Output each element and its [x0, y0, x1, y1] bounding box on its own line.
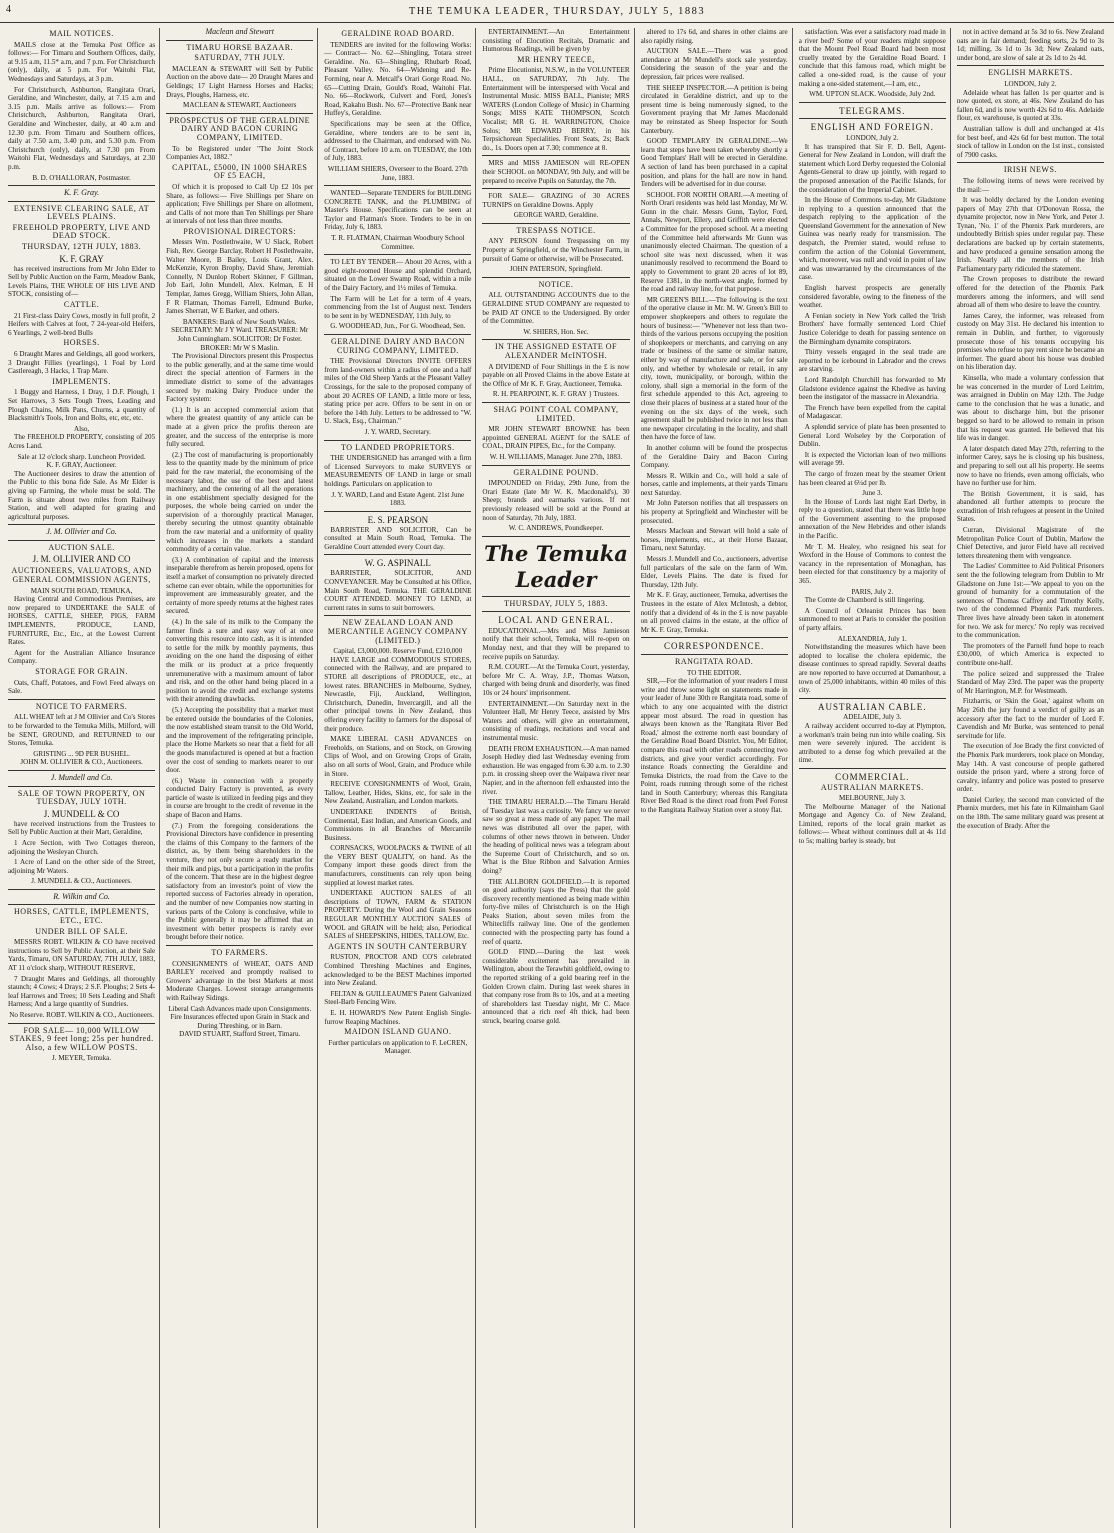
heading: THURSDAY, JULY 5, 1883. — [504, 598, 608, 608]
centered-line: MELBOURNE, July 3. — [838, 794, 906, 803]
advertiser-line: J. M. Ollivier and Co. — [46, 527, 117, 537]
centered-line: GRISTING ... 9D PER BUSHEL. — [33, 749, 130, 758]
column-3 — [324, 28, 476, 1528]
columns — [8, 28, 1108, 1528]
paragraph: WANTED—Separate TENDERS for BUILDING CONCRETE TANK, and the PLUMBING of Master's House. Specifications can be seen at Taylor and Flatman's Store. Tenders to be in on Friday, July 6, 1883. — [324, 189, 472, 232]
section-heading: COMMERCIAL. — [835, 771, 910, 782]
paragraph: In the House of Lords last night Earl Derby, in reply to a question, stated that there was little hope of the Government assenting to the proposed annexation of the New Hebrides and other islands in the Pacific. — [798, 497, 946, 541]
paragraph: English harvest prospects are generally considered favorable, owing to the fineness of the weather. — [798, 284, 946, 310]
paragraph: The following items of news were received by the mail:— — [956, 176, 1104, 194]
centered-line: J. MUNDELL & CO., Auctioneers. — [31, 877, 132, 886]
heading: MAIDON ISLAND GUANO. — [344, 1027, 452, 1037]
running-title: THE TEMUKA LEADER, THURSDAY, JULY 5, 1883 — [408, 5, 706, 17]
section-heading: LOCAL AND GENERAL. — [498, 615, 614, 626]
paragraph: not in active demand at 5s 3d to 6s. New Zealand oats are in fair demand; feeding sorts, 2s 9d to 3s 1d; milling, 3s 1d to 3s 3d; New Zealand oats, under bond, are slow of sale at 2s 1d to 2s 4d. — [956, 28, 1104, 62]
paragraph: A railway accident occurred to-day at Plympton, a workman's train being run into while coaling. Six men were severely injured. The accident is attributed to a dense fog which prevailed at the time. — [798, 721, 946, 765]
paragraph: THE SHEEP INSPECTOR.—A petition is being circulated in Geraldine district, and up to the present time is being numerously signed, to the Government praying that Mr James Macdonald may be reinstated as Sheep Inspector for South Canterbury. — [640, 83, 788, 135]
centered-line: Fire Insurances effected upon Grain in Stack and During Threshing, or in Barn. — [170, 1013, 310, 1030]
paragraph: A DIVIDEND of Four Shillings in the £ is now payable on all Proved Claims in the above Estate at the Office of Mr K. F. Gray, Auctioneer, Temuka. — [482, 362, 630, 388]
heading: MR HENRY TEECE, — [517, 54, 595, 64]
paragraph: Messrs Wm. Postlethwaite, W U Slack, Robert Fish, Rev. George Barclay, Robert H Postlethwaite, Walter Moore, B Bailey, Louis Grant, Alex. McKenzie, Kyron Brophy, David Shaw, Jeremiah Connelly, N Dunlop Robert Skinner, F Gillman, Job Earl, John Mundell, Alex. Kelman, E H Templar, James Gregg, William Shiers, John Allan, F R Flatman, Thomas Farrell, Edmund Burke, James Sherratt, W E Barker, and others. — [166, 238, 314, 316]
column-rule — [324, 334, 471, 335]
paragraph: (4.) In the sale of its milk to the Company the farmer finds a sure and easy way of at once converting this resource into cash, as it is intended to settle for the milk by monthly payments, thus avoiding on the one hand the disposing of either the milk or its product at a price frequently unremunerative with a maximum amount of labor and risk, and on the other hand being placed in a position to avoid the credit and exchange systems with their attending drawbacks. — [166, 618, 314, 704]
column-rule — [641, 654, 788, 655]
paragraph: The Melbourne Manager of the National Mortgage and Agency Co. of New Zealand, Limited, reports of the local grain market as follows:— Wheat without continues dull at 4s 11d to 5s; malting barley is steady, but — [798, 802, 946, 846]
paragraph: have received instructions from the Trustees to Sell by Public Auction at their Mart, Geraldine, — [8, 819, 156, 837]
paragraph: BARRISTER AND SOLICITOR, Can be consulted at Main South Road, Temuka. The Geraldine Court attended every Court day. — [324, 525, 472, 551]
column-5 — [641, 28, 793, 1528]
paragraph: UNDERTAKE INDENTS of British, Continental, East Indian, and American Goods, and Commissions in all Branches of Mercantile Business. — [324, 807, 472, 842]
paragraph: MRS and MISS JAMIESON will RE-OPEN their SCHOOL on MONDAY, 9th July, and will be prepared to receive Pupils on Saturday, the 7th. — [482, 159, 630, 185]
paragraph: The Provisional Directors present this Prospectus to the public generally, and at the same time would direct the special attention of Farmers in the immediate district to some of the advantages secured by making Dairy Produce under the Factory system: — [166, 352, 314, 404]
paragraph: CORNSACKS, WOOLPACKS & TWINE of all the VERY BEST QUALITY, on hand. As the Company import these goods direct from the manufacturers, constituents can rely upon being supplied at lowest market rates. — [324, 844, 472, 887]
column-rule — [8, 185, 155, 186]
centered-line: W. C. ANDREWS, Poundkeeper. — [508, 524, 604, 533]
column-rule — [957, 65, 1104, 66]
paragraph: James Carey, the informer, was released from custody on May 31st. He declared his intention to remain in Dublin, and further, to vigorously prosecute those of his tenants occupying his premises who refuse to pay rent since he became an informer. The guard about his house was doubled on his liberation day. — [956, 311, 1104, 372]
column-rule — [482, 188, 629, 189]
paragraph: It was boldly declared by the London evening papers of May 27th that O'Donovan Rossa, the dynamite projector, now in New York, and Peter J. Tynan, 'No. 1' of the Phœnix Park murderers, are undoubtedly British spies under regular pay. These declarations are backed up by certain statements, and have produced a genuine sensation among the Irish. Nearly all the members of the Irish Parliamentary party ridiculed the statement. — [956, 196, 1104, 273]
heading: EXTENSIVE CLEARING SALE, AT LEVELS PLAINS. — [13, 203, 150, 222]
centered-line: GEORGE WARD, Geraldine. — [513, 211, 599, 220]
heading: HORSES, CATTLE, IMPLEMENTS, ETC., ETC. — [14, 907, 150, 926]
column-rule — [957, 162, 1104, 163]
paragraph: EDUCATIONAL.—Mrs and Miss Jamieson notify that their school, Temuka, will re-open on Monday next, and that they will be prepared to receive pupils on Saturday. — [482, 626, 630, 661]
centered-line: WILLIAM SHIERS, Overseer to the Board. 27th June, 1883. — [327, 164, 468, 182]
heading: TO FARMERS. — [211, 947, 269, 957]
paragraph: FELTAN & GUILLEAUME'S Patent Galvanized Steel-Barb Fencing Wire. — [324, 989, 472, 1007]
paragraph: 6 Draught Mares and Geldings, all good workers, 3 Draught Fillies (yearlings), 1 Foal by Lord Castlereagh, 3 Hacks, 1 Trap Mare. — [8, 350, 156, 376]
paragraph: Mr K. F. Gray, auctioneer, Temuka, advertises the Trustees in the estate of Alex McIntosh, a debtor, notify that a dividend of 4s in the £ is now payable on all proved claims in the estate, at the office of Mr K. F. Gray, Temuka. — [640, 591, 788, 634]
paragraph: THE TIMARU HERALD.—The Timaru Herald of Tuesday last was a curiosity. We fancy we never saw so great a mess made of any paper. The mail news was distributed all over the paper, with columns of other news thrown in between. Under the heading of political news was a telegram about the Supreme Court of Christchurch, and so on. What is the Blue Ribbon and Salvation Armies doing? — [482, 798, 630, 875]
heading: PROVISIONAL DIRECTORS: — [183, 226, 296, 236]
heading: TIMARU HORSE BAZAAR. — [186, 42, 294, 52]
column-rule — [166, 113, 313, 114]
centered-line: June 3. — [862, 489, 883, 498]
centered-line: B. D. O'HALLORAN, Postmaster. — [32, 173, 131, 182]
column-rule — [166, 40, 313, 41]
centered-line: MAIN SOUTH ROAD, TEMUKA, — [30, 586, 133, 595]
paragraph: The promoters of the Parnell fund hope to reach £30,000, of which America is expected to contribute one-half. — [956, 641, 1104, 667]
heading: RANGITATA ROAD. — [675, 656, 754, 666]
column-rule — [8, 889, 155, 890]
paragraph: (1.) It is an accepted commercial axiom that where the greatest quantity of any article can be made at a given price the profits thereon are greater, and the success of the enterprise is more fully secured. — [166, 405, 314, 449]
paragraph: The execution of Joe Brady the first convicted of the Phœnix Park murderers, took place on Monday, May 14th. A vast concourse of people gathered outside the prison yard, where a strong force of cavalry, infantry and police was posted to preserve order. — [956, 742, 1104, 794]
column-7 — [957, 28, 1108, 1528]
centered-line: MACLEAN & STEWART, Auctioneers — [183, 101, 297, 110]
paragraph: The Farm will be Let for a term of 4 years, commencing from the 1st of August next. Tenders to be sent in by WEDNESDAY, 11th July, to — [324, 294, 472, 320]
centered-line: R. H. PEARPOINT, K. F. GRAY } Trustees. — [492, 390, 620, 399]
heading: AGENTS IN SOUTH CANTERBURY — [328, 941, 468, 951]
heading: UNDER BILL OF SALE. — [35, 926, 128, 936]
column-rule — [8, 201, 155, 202]
paragraph: Notwithstanding the measures which have been adopted to localise the cholera epidemic, the disease continues to spread rapidly. Several deaths are now reported to have occurred at Damanhour, a town of 25,000 inhabitants, within 40 miles of this city. — [798, 643, 946, 695]
paragraph: ANY PERSON found Trespassing on my Property at Springfield, or the Winchester Farm, in pursuit of Game or otherwise, will be Prosecuted. — [482, 237, 630, 263]
paragraph: It is expected the Victorian loan of two millions will average 99. — [798, 450, 946, 468]
paragraph: IMPOUNDED on Friday, 29th June, from the Orari Estate (late Mr W. K. Macdonald's), 30 Sheep; brands and earmarks various. If not previously released will be sold at the Pound at noon of Saturday, 7th July, 1883. — [482, 479, 630, 522]
centered-line: DAVID STUART, Stafford Street, Timaru. — [179, 1030, 301, 1039]
paragraph: Specifications may be seen at the Office, Geraldine, where tenders are to be sent in, addressed to the Chairman, and endorsed with No. of Contract, before 10 a.m. on TUESDAY, the 10th of July, 1883. — [324, 119, 472, 163]
column-rule — [482, 536, 629, 537]
paragraph: RECEIVE CONSIGNMENTS of Wool, Grain, Tallow, Leather, Hides, Skins, etc, for sale in the New Zealand, Australian, and London markets. — [324, 780, 472, 806]
centered-line: LONDON, July 2. — [1004, 79, 1057, 88]
paragraph: Having Central and Commodious Premises, are now prepared to UNDERTAKE the SALE of HORSES, CATTLE, SHEEP, PIGS, FARM IMPLEMENTS, PRODUCE, LAND, FURNITURE, Etc., Etc., at the Lowest Current Rates. — [8, 595, 156, 647]
paragraph: Australian tallow is dull and unchanged at 41s for best beef, and 42s 6d for best mutton. The total stock of tallow in London on the 1st inst., consisted of 7900 casks. — [956, 124, 1104, 159]
column-rule — [799, 698, 946, 699]
paragraph: R.M. COURT.—At the Temuka Court, yesterday, before Mr C. A. Wray, J.P., Thomas Watson, charged with being drunk and disorderly, was fined 10s or 24 hours' imprisonment. — [482, 663, 630, 698]
column-rule — [799, 768, 946, 769]
paragraph: HAVE LARGE and COMMODIOUS STORES, connected with the Railway, and are prepared to STORE all descriptions of PRODUCE, etc., at lowest rates. BRANCHES in Melbourne, Sydney, Newcastle, Fiji, Auckland, Wellington, Christchurch, Dunedin, Invercargill, and all the other principal towns in New Zealand, thus offering every facility to farmers for the disposal of their produce. — [324, 655, 472, 733]
paragraph: UNDERTAKE AUCTION SALES of all descriptions of TOWN, FARM & STATION PROPERTY. During the Wool and Grain Seasons REGULAR MONTHLY AUCTION SALES of WOOL and GRAIN will be held; also, Periodical SALES of SHEEPSKINS, HIDES, TALLOW, Etc. — [324, 889, 472, 941]
column-rule — [8, 1023, 155, 1024]
paragraph: A later despatch dated May 27th, referring to the informer Carey, says he is closing up his business, and preparing to sell out all his property. He seems now to have no friends, even among officials, who have no further use for him. — [956, 444, 1104, 488]
centered-line: TO THE EDITOR. — [687, 668, 742, 677]
column-rule — [482, 402, 629, 403]
paragraph: BARRISTER, SOLICITOR, AND CONVEYANCER. May be Consulted at his Office, Main South Road, Temuka. THE GERALDINE COURT ATTENDED. MONEY TO LEND, at current rates in sums to suit borrowers. — [324, 569, 472, 612]
heading: FREEHOLD PROPERTY, LIVE AND DEAD STOCK. — [12, 222, 151, 241]
paragraph: Adelaide wheat has fallen 1s per quarter and is now quoted, ex store, at 46s. New Zealand do has fallen 6d, and is now worth 42s 6d to 46s. Adelaide flour, ex warehouse, is quoted at 33s. — [956, 88, 1104, 123]
paragraph: It has transpired that Sir F. D. Bell, Agent-General for New Zealand in London, will draft the statement which Lord Derby requested the Colonial Agents-General to draw up jointly, with regard to the proposed annexation of the Pacific Islands, for the consideration of the Imperial Cabinet. — [798, 142, 946, 194]
centered-line: BANKERS: Bank of New South Wales. SECRETARY: Mr J Y Ward. TREASURER: Mr John Cunningham. SOLICITOR: Dr Foster. BROKER: Mr W S Maslin. — [171, 317, 309, 352]
centered-line: JOHN PATERSON, Springfield. — [509, 265, 603, 274]
paragraph: In the House of Commons to-day, Mr Gladstone in replying to a question announced that the despatch replying to the application of the Queensland Government for the annexation of New Guinea was nearly ready for transmission. The despatch, the Premier stated, would refuse to confirm the action of the Colonial Government, which, moreover, was null and void in point of law and was unwarranted by the circumstances of the case. — [798, 196, 946, 282]
heading: NOTICE TO FARMERS. — [35, 701, 128, 711]
paragraph: MAKE LIBERAL CASH ADVANCES on Freeholds, on Stations, and on Stock, on Growing Clips of Wool, and on Growing Crops of Grain, also on all sorts of Wool, Grain, and Produce while in Store. — [324, 735, 472, 778]
advertiser-line: Maclean and Stewart — [205, 28, 274, 36]
page-number: 4 — [6, 4, 13, 15]
paragraph: Daniel Curley, the second man convicted of the Phœnix murders, met his fate in Kilmainham Gaol on the 18th. The same military guard was present at the execution of Brady. After the — [956, 795, 1104, 830]
paragraph: 1 Acre of Land on the other side of the Street, adjoining Mr Waters. — [8, 858, 156, 875]
centered-line: W. H. WILLIAMS, Manager. June 27th, 1883. — [489, 452, 623, 461]
paragraph: DEATH FROM EXHAUSTION.—A man named Joseph Hedley died last Wednesday evening from exhaustion. He was engaged from 6.30 a.m. to 2.30 p.m. in crossing sheep over the Waipawa river near Napier, and in the afternoon fell exhausted into the river. — [482, 744, 630, 796]
paragraph: altered to 17s 6d, and shares in other claims are also rapidly rising. — [640, 28, 788, 45]
paragraph: The Crown proposes to distribute the reward offered for the detection of the Phœnix Park murderers among the informers, and will send abroad all of them who desire to leave the country. — [956, 275, 1104, 310]
page-header — [0, 0, 1114, 23]
paragraph: 1 Acre Section, with Two Cottages thereon, adjoining the Wesleyan Church. — [8, 838, 156, 856]
heading: NEW ZEALAND LOAN AND MERCANTILE AGENCY COMPANY (LIMITED.) — [327, 618, 468, 645]
heading: GERALDINE POUND. — [513, 467, 599, 477]
paragraph: has received instructions from Mr John Elder to Sell by Public Auction on the Farm, Meadow Bank, Levels Plains, THE WHOLE OF HIS LIVE AND STOCK, consisting of— — [8, 264, 156, 299]
display-name: K. F. GRAY — [59, 253, 104, 264]
column-rule — [482, 223, 629, 224]
paragraph: Of which it is proposed to Call Up £2 10s per Share, as follows:— Five Shillings per Share on application; Five Shillings per Share on allotment, and Calls of not more than Ten Shillings per Share at intervals of not less than three months. — [166, 182, 314, 226]
paragraph: ENTERTAINMENT.—On Saturday next in the Volunteer Hall, Mr Henry Teece, assisted by Mrs Waters and others, will give an entertainment, consisting of readings, recitations and vocal and instrumental music. — [482, 699, 630, 742]
column-rule — [324, 185, 471, 186]
paragraph: Messrs J. Mundell and Co., auctioneers, advertise full particulars of the sale on the farm of Wm. Elder, Levels Plains. The date is fixed for Thursday, 12th July. — [640, 555, 788, 589]
paragraph: Prime Elocutionist, N.S.W., in the VOLUNTEER HALL, on SATURDAY, 7th July. The Entertainment will be interspersed with Vocal and Instrumental Music. MISS BALL, Pianiste; MRS WATERS (London College of Music) in Charming Songs; MISS KATE THOMPSON, Scotch Vocalist; MR G. H. WARRINGTON, Choice Solos; MR EDWARD BERRY, in his Terpsichorean Specialities. Front Seats, 2s; Back do., 1s. Doors open at 7.30; commence at 8. — [482, 66, 630, 152]
centered-line: LONDON, July 2. — [846, 133, 899, 142]
centered-line: K. F. GRAY, Auctioneer. — [46, 461, 117, 470]
heading: NOTICE. — [538, 279, 574, 289]
centered-line: Further particulars on application to F. LeCREN, Manager. — [328, 1038, 468, 1056]
centered-line: WM. UPTON SLACK. Woodside, July 2nd. — [809, 90, 936, 99]
heading: ENGLISH MARKETS. — [988, 68, 1073, 78]
centered-line: ALEXANDRIA, July 1. — [837, 634, 907, 643]
column-4 — [482, 28, 634, 1528]
centered-line: J. Y. WARD, Land and Estate Agent. 21st June 1883. — [331, 490, 465, 508]
paragraph: E. H. HOWARD'S New Patent English Single-furrow Reaping Machines. — [324, 1008, 472, 1026]
heading: SATURDAY, 7TH JULY. — [194, 53, 286, 63]
column-rule — [8, 786, 155, 787]
centered-line: No Reserve. ROBT. WILKIN & CO., Auctioneers. — [9, 1011, 154, 1019]
paragraph: Kinsella, who made a voluntary confession that he was concerned in the murder of Lord Leitrim, was arraigned in Dublin on May 12th. The Judge came to the conclusion that he was a lunatic, and was about to discharge him, but the prisoner begged so hard to be allowed to remain in prison that his request was granted. He believed that his life was in danger. — [956, 373, 1104, 443]
paragraph: (7.) From the foregoing considerations the Provisional Directors have confidence in presenting the claims of this Company to the farmers of the district, as, by them being shareholders in the venture, they not only secure a ready market for their milk and pigs, but a participation in the profits of the concern. That these are in the highest degree satisfactory from an investor's point of view the reported success of Factories already in operation, and the number of new Companies now starting in various parts of the Colony is conclusive, while to the Public generally it may be affirmed that an investment with better prospects is rarely ever brought before their notice. — [166, 821, 314, 942]
paragraph: SIR,—For the information of your readers I must write and throw some light on statements made in your leader of June 30th re Rangitata road, some of which to any one acquainted with the district appear most absurd. The road in question has always been known as the 'Rangitata River Bed Road,' almost the extreme north east boundary of the Geraldine Road Board District. You, Mr Editor, compare this road with other roads connecting two districts, and give your verdict accordingly. For instance Roads connecting the Geraldine and Temuka Districts, the road from the Cave to the Point, roads running through some of the richest land in South Canterbury; whereas this Rangitata River Bed Road is the direct road from Peel Forest to the Rangitata Railway Station over a stony flat. — [640, 677, 788, 815]
paragraph: satisfaction. Was ever a satisfactory road made in a river bed? Some of your readers might suppose that the Mount Peel Road Board had been most cruelly treated by the Geraldine Road Board. I conclude that this famous road, which might be called a one-sided road, is the cause of your making a one-sided statement,—I am, etc., — [798, 28, 946, 88]
paragraph: Oats, Chaff, Potatoes, and Fowl Feed always on Sale. — [8, 678, 156, 696]
paragraph: (5.) Accepting the possibility that a market must be entered outside the boundaries of the Colonies, the now established steam transit to the Old World, and the improvement of the refrigerating principle, place the Home Markets so near that a field for all the goods manufactured is opened at but a fraction over the cost of sending to markets nearer to our door. — [166, 705, 314, 775]
centered-line: Capital, £3,000,000. Reserve Fund, £210,000 — [333, 647, 463, 656]
column-rule — [324, 511, 471, 512]
paragraph: (2.) The cost of manufacturing is proportionably less to the quantity made by the minimum of price paid for the raw material, the economising of the necessary labor, the use of the best and latest machinery, and the centering of all the operations in one establishment specially designed for the purposes, the whole being carried on under the supervision of a thoroughly practical Manager, thereby securing the utmost quantity obtainable from the raw material and a uniformity of quality which increases in the markets a standard commodity of a certain value. — [166, 450, 314, 554]
display-name: W. G. ASPINALL — [364, 558, 431, 569]
paragraph: 21 First-class Dairy Cows, mostly in full profit, 2 Heifers with Calves at foot, 7 24-year-old Heifers, 6 Yearlings, 2 well-bred Bulls — [8, 311, 156, 337]
centered-line: Also, — [73, 424, 90, 433]
paragraph: TO LET BY TENDER— About 20 Acres, with a good eight-roomed House and splendid Orchard, situated on the Lower Swamp Road, within a mile of the Dairy Factory, and 1½ miles of Temuka. — [324, 258, 472, 293]
section-heading: AUSTRALIAN CABLE. — [818, 701, 927, 712]
section-heading: TELEGRAMS. — [839, 105, 906, 116]
heading: TRESPASS NOTICE. — [516, 225, 596, 235]
paragraph: MESSRS ROBT. WILKIN & CO have received instructions to Sell by Public Auction, at their Sale Yards, Timaru, ON SATURDAY, 7TH JULY, 1883, AT 11 o'clock sharp, WITHOUT RESERVE, — [8, 938, 156, 973]
paragraph: GOLD FIND.—During the last week considerable excitement has prevailed in Wellington, about the Terawhiti goldfield, owing to the reported striking of a gold bearing reef in the Golden Crown claim. During last week shares in that company rose from 8s to 10s, and at a meeting of shareholders last Tuesday night, Mr C. Mace announced that a rich reef 4ft thick, had been struck, bearing coarse gold. — [482, 948, 630, 1025]
column-rule — [8, 540, 155, 541]
heading: CATTLE. — [63, 300, 100, 310]
section-heading: ENGLISH AND FOREIGN. — [810, 122, 934, 133]
paragraph: The French have been expelled from the capital of Madagascar. — [798, 403, 946, 421]
centered-line: W. SHIERS, Hon. Sec. — [523, 327, 589, 336]
display-name: J. M. OLLIVIER AND CO — [32, 554, 131, 565]
column-rule — [482, 277, 629, 278]
paragraph: SCHOOL FOR NORTH ORARI.—A meeting of North Orari residents was held last Monday, Mr W. Gunn in the chair. Messrs Gunn, Taylor, Ford, Annals, Newport, Ellery, and Griffith were elected a Committee for the proposed school. At a meeting of the Committee held afterwards Mr Gunn was unanimously elected Chairman. The question of a school site was next discussed, when it was unanimously resolved to recommend the Board to apply to Government to grant 20 acres of lot 89, Reserve 1381, in the north-west angle, formed by the road and railway line, for that purpose. — [640, 190, 788, 294]
paragraph: ALL WHEAT left at J M Ollivier and Co's Stores to be forwarded to the Temuka Mills, Milford, will be SENT, GROUND, and RETURNED to our Stores, Temuka. — [8, 713, 156, 748]
heading: CAPITAL, £5000, IN 1000 SHARES OF £5 EACH, — [172, 162, 308, 181]
heading: IMPLEMENTS. — [52, 376, 111, 386]
column-rule — [799, 118, 946, 119]
paragraph: For Christchurch, Ashburton, Rangitata Orari, Geraldine, and Winchester, daily, at 7.15 a.m and 3.15 p.m. Mails arrive as follows:— From Christchurch, Ashburton, Rangitata Orari, Geraldine and Winchester, daily, at 40 a.m and 12.30 p.m. From Timaru and Southern offices, daily at 7.50 a.m, 3.40 p.m, and 5.30 p.m. From Christchurch (only), daily, at 7.30 pm From Waitohi Flat, Wednesdays and Saturdays, at 2.30 p.m. — [8, 85, 156, 171]
paragraph: A splendid service of plate has been presented to General Lord Wolseley by the Corporation of Dublin. — [798, 422, 946, 449]
column-1 — [8, 28, 160, 1528]
paragraph: The cargo of frozen meat by the steamer Orient has been cleared at 6¼d per lb. — [798, 469, 946, 487]
display-name: E. S. PEARSON — [367, 514, 429, 525]
paragraph: The Auctioneer desires to draw the attention of the Public to this bona fide Sale. As Mr Elder is giving up Farming, the whole must be sold. The Farm is situate about two miles from Railway Station, and well adapted for grazing and agricultural purposes. — [8, 469, 156, 521]
heading: MAIL NOTICES. — [49, 29, 114, 38]
centered-line: G. WOODHEAD, Jun., For G. Woodhead, Sen. — [330, 322, 466, 331]
display-name: J. MUNDELL & CO — [43, 808, 120, 819]
paragraph: (3.) A combination of capital and the interests inseparable therefrom as herein proposed, opens for itself a market of consumption no privately directed scheme can ever obtain, while the opportunities for improvement are immeasurably greater, and the certainty of more speedy returns at the highest rates secured. — [166, 555, 314, 616]
paragraph: A Council of Orleanist Princes has been summoned to meet at Paris to consider the position of party affairs. — [798, 606, 946, 632]
paragraph: THE ALLBORN GOLDFIELD.—It is reported on good authority (says the Press) that the gold discovery recently mentioned as being made within forty-five miles of Christchurch is on the High Peaks Station, about seven miles from the Whitecliffs railway line. One of the gentlemen connected with the prospecting party has found a reef of quartz. — [482, 877, 630, 946]
heading: IN THE ASSIGNED ESTATE OF ALEXANDER McINTOSH. — [495, 342, 617, 360]
column-rule — [324, 440, 471, 441]
heading: SHAG POINT COAL COMPANY, LIMITED. — [493, 404, 619, 423]
centered-line: ADELAIDE, July 3. — [843, 713, 902, 722]
heading: FOR SALE— 10,000 WILLOW STAKES, 9 feet long; 25s per hundred. Also, a few WILLOW POSTS. — [9, 1025, 154, 1052]
centered-line: PARIS, July 2. — [851, 587, 894, 596]
paragraph: Messrs R. Wilkin and Co., will hold a sale of horses, cattle and implements, at their yards Timaru next Saturday. — [640, 471, 788, 497]
column-rule — [324, 254, 471, 255]
column-rule — [166, 945, 313, 946]
heading: TO LANDED PROPRIETORS. — [341, 442, 455, 452]
paragraph: Lord Randolph Churchill has forwarded to Mr Gladstone evidence against the Khedive as having been the instigator of the massacre in Alexandria. — [798, 375, 946, 402]
heading: PROSPECTUS OF THE GERALDINE DAIRY AND BACON CURING COMPANY, LIMITED. — [169, 115, 311, 142]
column-rule — [8, 699, 155, 700]
paragraph: ALL OUTSTANDING ACCOUNTS due to the GERALDINE STUD COMPANY are requested to be PAID AT ONCE to the Undersigned. By order of the Committee. — [482, 291, 630, 326]
paragraph: Mr John Paterson notifies that all trespassers on his property at Springfield and Winchester will be prosecuted. — [640, 499, 788, 525]
heading: SALE OF TOWN PROPERTY, ON TUESDAY, JULY 10TH. — [17, 788, 146, 807]
paragraph: The Ladies' Committee to Aid Political Prisoners sent the the following telegram from Dublin to Mr Gladstone on June 1st:—'We appeal to you on the ground of humanity for a commutation of the sentences of Thomas Caffrey and Timothy Kelly, two of the condemned Phœnix Park murderers. Three lives have already been taken in atonement for two. We ask for mercy.' No reply was received to the communication. — [956, 562, 1104, 640]
paragraph: Messrs Maclean and Stewart will hold a sale of horses, implements, etc., at their Horse Bazaar, Timaru, next Saturday. — [640, 527, 788, 553]
paragraph: MACLEAN & STEWART will Sell by Public Auction on the above date— 20 Draught Mares and Geldings; 17 Light Harness Horses and Hacks; Drays, Ploughs, Harness, etc. — [166, 64, 314, 99]
heading: IRISH NEWS. — [1003, 165, 1057, 175]
paragraph: AUCTION SALE.—There was a good attendance at Mr Mundell's stock sale yesterday. Considering the season of the year and the depression, fair prices were realised. — [640, 47, 788, 81]
centered-line: T. R. FLATMAN, Chairman Woodbury School Committee. — [331, 234, 465, 251]
heading: HORSES. — [63, 338, 100, 348]
paragraph: The Comte de Chambord is still lingering. — [804, 596, 925, 605]
column-rule — [482, 596, 629, 597]
paragraph: Thirty vessels engaged in the seal trade are reported to be icebound in Labrador and the crews are starving. — [798, 348, 946, 374]
column-rule — [324, 554, 471, 555]
paragraph: Fitzharris, or 'Skin the Goat,' against whom on May 26th the jury found a verdict of guilty as an accessory after the fact to the murder of Lord F. Cavendish and Mr Burke, was sentenced to penal servitude for life. — [956, 697, 1104, 740]
paragraph: In another column will be found the prospectus of the Geraldine Dairy and Bacon Curing Company. — [640, 443, 788, 470]
column-rule — [482, 611, 629, 612]
paragraph: FOR SALE— GRAZING of 30 ACRES TURNIPS on Geraldine Downs. Apply — [482, 192, 630, 209]
masthead: The Temuka Leader — [484, 540, 628, 592]
paragraph: Curran, Divisional Magistrate of the Metropolitan Police Court of Dublin, Marlow the Chief Detective, and juror Field have all received letters threatening them with vengeance. — [956, 526, 1104, 560]
paragraph: A Fenian society in New York called the 'Irish Brothers' have formally sentenced Lord Chief Justice Coleridge to death for passing sentence on the Birmingham dynamite conspirators. — [798, 311, 946, 346]
paragraph: MR JOHN STEWART BROWNE has been appointed GENERAL AGENT for the SALE of COAL, DRAIN PIPES, Etc., for the Company. — [482, 425, 630, 451]
column-rule — [799, 102, 946, 103]
paragraph: THE UNDERSIGNED has arranged with a firm of Licensed Surveyors to make SURVEYS or MEASUREMENTS OF LAND in large or small holdings. Particulars on application to — [324, 454, 472, 488]
paragraph: (6.) Waste in connection with a properly conducted Dairy Factory is prevented, as every particle of waste is utilized in feeding pigs and they in course are brought to the credit of revenue in the shape of Bacon and Hams. — [166, 776, 314, 820]
centered-line: Liberal Cash Advances made upon Consignments. — [168, 1004, 312, 1013]
paragraph: MAILS close at the Temuka Post Office as follows:— For Timaru and Southern Offices, daily, at 9.15 a.m, 11.5* a.m, and 7 p.m. For Christchurch (only), daily, at 5 p.m. For Waitohi Flat, Wednesdays and Saturdays, at 3 p.m. — [8, 40, 156, 83]
column-rule — [482, 155, 629, 156]
column-rule — [482, 339, 629, 340]
heading: GERALDINE ROAD BOARD. — [341, 29, 455, 38]
column-2 — [166, 28, 318, 1528]
column-6 — [799, 28, 951, 1528]
column-rule — [482, 465, 629, 466]
paragraph: GOOD TEMPLARY IN GERALDINE.—We learn that steps have been taken whereby shortly a Good Templars' Hall will be erected in Geraldine. A section of land has been purchased in a capital position, and plans for the hall are now in hand. Tenders will be advertised for in due course. — [640, 137, 788, 189]
advertiser-line: K. F. Gray. — [63, 188, 100, 198]
heading: AUCTION SALE. — [48, 542, 115, 552]
paragraph: The police seized and suppressed the Tralee Standard of May 23rd. The paper was the property of Mr Harrington, M.P. for Westmeath. — [956, 669, 1104, 695]
paragraph: To be Registered under "The Joint Stock Companies Act, 1882." — [166, 144, 314, 162]
advertiser-line: J. Mundell and Co. — [50, 772, 113, 782]
centered-line: JOHN M. OLLIVIER & CO., Auctioneers. — [20, 758, 143, 767]
column-rule — [8, 904, 155, 905]
centered-line: J. MEYER, Temuka. — [52, 1054, 112, 1063]
heading: AUCTIONEERS, VALUATORS, AND GENERAL COMMISSION AGENTS, — [11, 566, 152, 585]
paragraph: Agent for the Australian Alliance Insurance Company. — [8, 648, 156, 666]
paragraph: CONSIGNMENTS of WHEAT, OATS AND BARLEY received and promptly realised to Growers' advantage in the best Markets at most Moderate Charges. Lowest storage arrangements with Railway Sidings. — [166, 959, 314, 1002]
centered-line: J. Y. WARD, Secretary. — [364, 427, 431, 436]
paragraph: ENTERTAINMENT.—An Entertainment consisting of Elocution Recitals, Dramatic and Humorous Readings, will be given by — [482, 28, 630, 54]
column-rule — [641, 637, 788, 638]
column-rule — [324, 615, 471, 616]
paragraph: MR GREEN'S BILL.—The following is the text of the operative clause in Mr. M. W. Green's Bill to empower shopkeepers and others to regulate the hours of business:— "Whenever not less than two-thirds of the various persons occupying the position of shopkeepers or merchants, and carrying on any trade or business of the same or similar nature, either by way of manufacture and sale, or for sale only, and whether by wholesale or retail, in any city, town, municipality, or borough, within the colony, shall sign a memorial in the form of the first schedule appended to this Act, agreeing to close their places of business at a stated hour of the evening on the six days of the week, such agreement shall be published twice in not less than one newspaper circulating in the locality, and shall then have the force of law. — [640, 295, 788, 442]
column-rule — [8, 770, 155, 771]
paragraph: The FREEHOLD PROPERTY, consisting of 205 Acres Land. — [8, 433, 156, 450]
paragraph: TENDERS are invited for the following Works:— Contract— No. 62—Shingling, Totara street Geraldine. No. 63—Shingling, Rhubarb Road, Pleasant Valley. No. 64—Widening and Re-Forming, near A. Metcalf's Orari Gorge Road. No. 65—Cutting Drain, Gould's Road, Waitohi Flat. No. 66—Rockwork, Culvert and Ford, Jones's Road, Kakahu Bush. No. 67—Protective Bank near Huffey's, Geraldine. — [324, 40, 472, 118]
heading: GERALDINE DAIRY AND BACON CURING COMPANY, LIMITED. — [330, 337, 465, 355]
paragraph: 1 Buggy and Harness, 1 Dray, 1 D.F. Plough, 1 Set Harrows, 3 Sets Tough Trees, Leading and Plough Chains, Milk Pans, Churns, a quantity of Blacksmith's Tools, Iron and Bolts, etc, etc, etc. — [8, 388, 156, 423]
column-rule — [8, 524, 155, 525]
advertiser-line: R. Wilkin and Co. — [53, 891, 110, 901]
heading: STORAGE FOR GRAIN. — [35, 667, 128, 676]
section-heading: CORRESPONDENCE. — [664, 641, 765, 652]
heading: THURSDAY, 12TH JULY, 1883. — [21, 242, 142, 252]
heading: AUSTRALIAN MARKETS. — [820, 782, 924, 792]
centered-line: Sale at 12 o'clock sharp. Luncheon Provided. — [17, 452, 146, 461]
paragraph: The British Government, it is said, has abandoned all further attempts to procure the extradition of Irish refugees at present in the United States. — [956, 489, 1104, 524]
paragraph: THE Provisional Directors INVITE OFFERS from land-owners within a radius of one and a half miles of the Old Sheep Yards at the Pleasant Valley Crossings, for the sale to the proposed company of about 20 ACRES OF LAND, a little more or less, stating price per acre. Offers to be sent in on or before the 14th July. Letters to be addressed to "W. U. Slack, Esq., Chairman." — [324, 357, 472, 426]
paragraph: Mr T. M. Healey, who resigned his seat for Wexford in the House of Commons to contest the vacancy in the representation of Monaghan, has been elected for that constituency by a majority of 365. — [798, 542, 946, 586]
paragraph: RUSTON, PROCTOR AND CO'S celebrated Combined Threshing Machines and Engines, acknowledged to be the BEST Machines imported into New Zealand. — [324, 953, 472, 988]
paragraph: 7 Draught Mares and Geldings, all thoroughly staunch; 4 Cows; 4 Drays; 2 S.F. Ploughs; 2 Sets 4-leaf Harrows and Trees; 10 Sets Leading and Shaft Harness; And a large quantity of Sundries. — [8, 974, 156, 1009]
